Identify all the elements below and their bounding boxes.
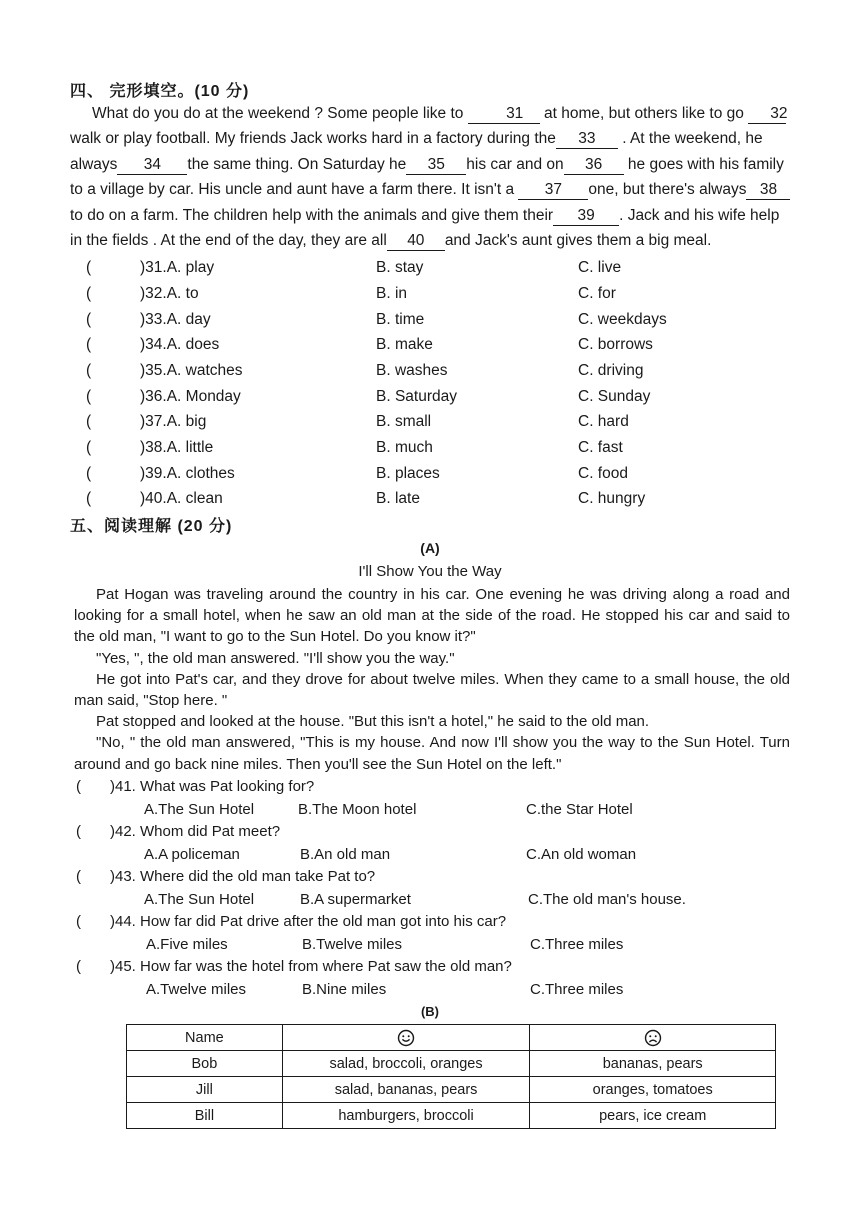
story-paragraph: "Yes, ", the old man answered. "I'll show you the way." <box>96 649 455 667</box>
option-b: B. washes <box>376 362 448 379</box>
question-option-a: A.The Sun Hotel <box>144 801 255 818</box>
blank-35: 35 <box>406 156 466 175</box>
option-c: C. live <box>578 259 622 276</box>
answer-paren[interactable]: ( <box>86 388 92 405</box>
question-text: )42. Whom did Pat meet? <box>110 823 281 840</box>
cell-dislike: pears, ice cream <box>530 1103 776 1129</box>
cell-name: Bob <box>127 1051 283 1077</box>
blank-34: 34 <box>117 156 187 175</box>
answer-paren[interactable]: ( <box>86 439 92 456</box>
cloze-line-2 <box>70 126 800 151</box>
passage-b-label: (B) <box>420 1004 440 1019</box>
option-b: B. much <box>376 439 433 456</box>
option-row <box>86 384 806 410</box>
option-c: C. hungry <box>578 490 646 507</box>
option-b: B. in <box>376 285 408 302</box>
table-header-row <box>127 1025 776 1051</box>
cloze-text: always <box>70 155 118 173</box>
option-c: C. for <box>578 285 616 302</box>
blank-39: 39 <box>553 207 619 226</box>
option-a: )37.A. big <box>140 413 207 430</box>
question-option-c: C.An old woman <box>526 846 637 863</box>
question-option-a: A.Twelve miles <box>146 981 247 998</box>
header-name: Name <box>127 1025 283 1051</box>
question-text: )45. How far was the hotel from where Pat saw the old man? <box>110 958 512 975</box>
passage-a-label: (A) <box>420 540 440 556</box>
option-row <box>86 461 806 487</box>
smiling-face-icon <box>397 1029 415 1047</box>
cloze-line-3 <box>70 152 800 177</box>
option-a: )33.A. day <box>140 311 211 328</box>
frowning-face-icon <box>644 1029 662 1047</box>
cloze-text: to a village by car. His uncle and aunt have a farm there. It isn't a <box>70 181 519 199</box>
answer-paren[interactable]: ( <box>86 465 92 482</box>
option-a: )34.A. does <box>140 336 220 353</box>
question-option-c: C.Three miles <box>530 936 624 953</box>
question-option-b: B.Twelve miles <box>302 936 403 953</box>
question-text: )43. Where did the old man take Pat to? <box>110 868 376 885</box>
table-row <box>127 1077 776 1103</box>
story-paragraph: Pat Hogan was traveling around the country in his car. One evening he was driving along a road and looking for a small hotel, when he saw an old man at the side of the road. He stopped his car and said to the old man, "I want to go to the Sun Hotel. Do you know it?" <box>74 586 790 646</box>
story-passage <box>74 584 790 775</box>
food-preference-table <box>126 1024 776 1129</box>
option-row <box>86 435 806 461</box>
cloze-text: his car and on <box>466 155 564 173</box>
answer-paren[interactable]: ( <box>76 868 81 885</box>
option-row <box>86 332 806 358</box>
option-b: B. places <box>376 465 440 482</box>
option-b: B. time <box>376 311 425 328</box>
answer-paren[interactable]: ( <box>76 823 81 840</box>
question-option-a: A.The Sun Hotel <box>144 891 255 908</box>
option-b: B. Saturday <box>376 388 457 405</box>
option-c: C. fast <box>578 439 623 456</box>
cloze-text: walk or play football. My friends Jack works hard in a factory during the <box>70 130 556 148</box>
answer-paren[interactable]: ( <box>86 413 92 430</box>
cloze-text: one, but there's always <box>588 181 747 199</box>
option-c: C. Sunday <box>578 388 651 405</box>
question-option-c: C.Three miles <box>530 981 624 998</box>
cell-dislike: oranges, tomatoes <box>530 1077 776 1103</box>
question-option-c: C.the Star Hotel <box>526 801 633 818</box>
option-row <box>86 281 806 307</box>
header-dislike <box>530 1025 776 1051</box>
option-row <box>86 409 806 435</box>
cloze-text: and Jack's aunt gives them a big meal. <box>444 232 712 250</box>
cell-like: salad, bananas, pears <box>282 1077 530 1103</box>
cloze-passage <box>70 101 800 253</box>
cloze-line-1 <box>70 101 800 126</box>
option-row <box>86 255 806 281</box>
reading-section-heading: 五、阅读理解 (20 分) <box>70 518 233 535</box>
question-text: )44. How far did Pat drive after the old man got into his car? <box>110 913 507 930</box>
story-paragraph: He got into Pat's car, and they drove for about twelve miles. When they came to a small house, the old man said, "Stop here. " <box>74 670 790 710</box>
answer-paren[interactable]: ( <box>86 311 92 328</box>
option-a: )31.A. play <box>140 259 215 276</box>
answer-paren[interactable]: ( <box>76 958 81 975</box>
table-row <box>127 1103 776 1129</box>
cell-like: hamburgers, broccoli <box>282 1103 530 1129</box>
option-a: )35.A. watches <box>140 362 243 379</box>
cloze-text: to do on a farm. The children help with the animals and give them their <box>70 206 554 224</box>
table-row <box>127 1051 776 1077</box>
cloze-text: he goes with his family <box>623 155 784 173</box>
option-b: B. stay <box>376 259 424 276</box>
cell-name: Jill <box>127 1077 283 1103</box>
option-b: B. small <box>376 413 432 430</box>
option-b: B. make <box>376 336 433 353</box>
header-like <box>282 1025 530 1051</box>
blank-31: 31 <box>468 105 540 124</box>
option-c: C. borrows <box>578 336 653 353</box>
cloze-text: . At the weekend, he <box>617 130 763 148</box>
answer-paren[interactable]: ( <box>86 336 92 353</box>
story-paragraph: Pat stopped and looked at the house. "But this isn't a hotel," he said to the old man. <box>96 713 650 731</box>
option-row <box>86 486 806 512</box>
cloze-line-6 <box>70 228 800 253</box>
blank-33: 33 <box>556 130 618 149</box>
question-option-b: B.A supermarket <box>300 891 411 908</box>
cloze-line-4 <box>70 177 800 202</box>
question-option-b: B.Nine miles <box>302 981 387 998</box>
answer-paren[interactable]: ( <box>86 285 92 302</box>
option-c: C. food <box>578 465 628 482</box>
cell-dislike: bananas, pears <box>530 1051 776 1077</box>
answer-paren[interactable]: ( <box>86 490 92 507</box>
question-option-b: B.The Moon hotel <box>298 801 417 818</box>
cloze-text: at home, but others like to go <box>539 105 749 122</box>
cell-like: salad, broccoli, oranges <box>282 1051 530 1077</box>
cloze-text: . Jack and his wife help <box>619 206 780 224</box>
story-paragraph: "No, " the old man answered, "This is my house. And now I'll show you the way to the Sun Hotel. Turn around and go back nine miles. Then you'll see the Sun Hotel on the left." <box>74 734 790 773</box>
option-c: C. weekdays <box>578 311 667 328</box>
blank-40: 40 <box>387 232 445 251</box>
option-b: B. late <box>376 490 420 507</box>
cloze-text: the same thing. On Saturday he <box>187 155 407 173</box>
blank-37: 37 <box>518 181 588 200</box>
blank-32: 32 <box>748 105 786 124</box>
blank-38: 38 <box>746 181 790 200</box>
answer-paren[interactable]: ( <box>86 362 92 379</box>
blank-36: 36 <box>564 156 624 175</box>
option-a: )39.A. clothes <box>140 465 235 482</box>
cloze-text: in the fields . At the end of the day, they are all <box>70 232 387 250</box>
passage-a-title: I'll Show You the Way <box>358 563 502 580</box>
option-a: )32.A. to <box>140 285 199 302</box>
option-a: )38.A. little <box>140 439 214 456</box>
option-c: C. hard <box>578 413 629 430</box>
option-a: )36.A. Monday <box>140 388 241 405</box>
option-c: C. driving <box>578 362 644 379</box>
answer-paren[interactable]: ( <box>76 778 81 795</box>
cloze-section-heading: 四、 完形填空。(10 分) <box>70 83 250 100</box>
answer-paren[interactable]: ( <box>86 259 92 276</box>
question-option-a: A.A policeman <box>144 846 240 863</box>
question-option-c: C.The old man's house. <box>528 891 686 908</box>
question-option-b: B.An old man <box>300 846 391 863</box>
option-a: )40.A. clean <box>140 490 223 507</box>
option-row <box>86 358 806 384</box>
option-row <box>86 307 806 333</box>
cloze-text: What do you do at the weekend ? Some people like to <box>92 105 468 122</box>
answer-paren[interactable]: ( <box>76 913 81 930</box>
cell-name: Bill <box>127 1103 283 1129</box>
question-option-a: A.Five miles <box>146 936 228 953</box>
cloze-line-5 <box>70 203 800 228</box>
question-text: )41. What was Pat looking for? <box>110 778 315 795</box>
